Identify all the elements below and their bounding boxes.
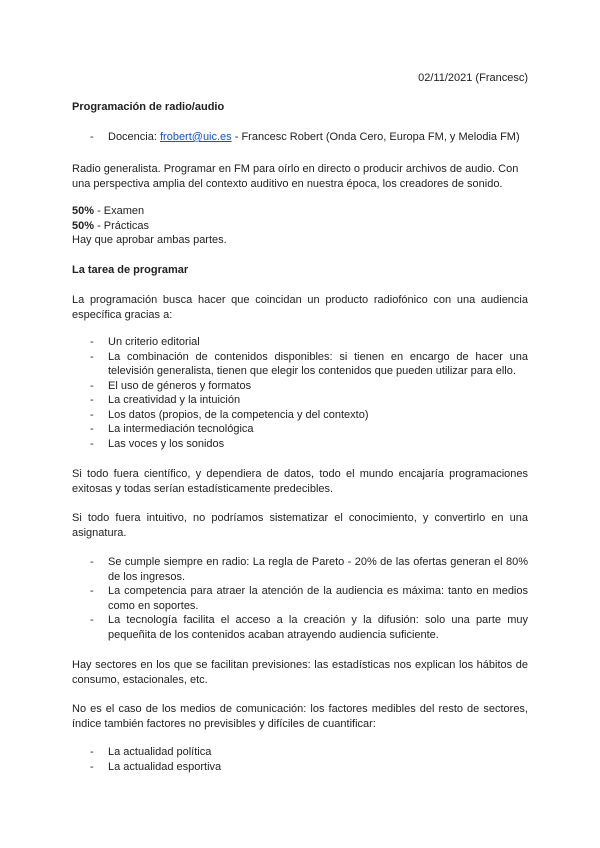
grading-exam bbox=[72, 204, 528, 219]
list-item: - La intermediación tecnológica bbox=[72, 422, 528, 437]
list-item: - La creatividad y la intuición bbox=[72, 393, 528, 408]
paragraph-intuitivo: Si todo fuera intuitivo, no podríamos sistematizar el conocimiento, y convertirlo en una asignatura. bbox=[72, 512, 528, 539]
paragraph-cientifico: Si todo fuera científico, y dependiera de datos, todo el mundo encajaría programaciones exitosas y todas serían estadísticamente predecibles. bbox=[72, 468, 528, 495]
practice-label: - Prácticas bbox=[94, 219, 150, 232]
list-item: - La tecnología facilita el acceso a la creación y la difusión: solo una parte muy pequeñita de los contenidos acaban atrayendo audiencia suficiente. bbox=[72, 613, 528, 642]
docencia-item bbox=[72, 130, 528, 145]
document-date: 02/11/2021 (Francesc) bbox=[418, 72, 528, 84]
grading-note: Hay que aprobar ambas partes. bbox=[72, 234, 227, 246]
practice-percent: 50% bbox=[72, 219, 95, 232]
docencia-rest: - Francesc Robert (Onda Cero, Europa FM, y Melodia FM) bbox=[231, 131, 520, 143]
list-item: - Las voces y los sonidos bbox=[72, 437, 528, 452]
grading-block bbox=[72, 204, 528, 248]
grading-practice bbox=[72, 219, 528, 234]
list-item: - La actualidad esportiva bbox=[72, 760, 528, 775]
paragraph-sectores: Hay sectores en los que se facilitan previsiones: las estadísticas nos explican los hábitos de consumo, estacionales, etc. bbox=[72, 659, 528, 686]
intro-paragraph: Radio generalista. Programar en FM para oírlo en directo o producir archivos de audio. Con una perspectiva amplia del contexto auditivo en nuestra época, los creadores de sonido. bbox=[72, 163, 519, 190]
list-item: - La combinación de contenidos disponibles: si tienen en encargo de hacer una televisión generalista, tienen que elegir los contenidos que pueden utilizar para ello. bbox=[72, 350, 528, 379]
list-item: - Se cumple siempre en radio: La regla de Pareto - 20% de las ofertas generan el 80% de los ingresos. bbox=[72, 555, 528, 584]
list-item: - El uso de géneros y formatos bbox=[72, 379, 528, 394]
docencia-label: Docencia: bbox=[108, 131, 160, 143]
list-item: - La actualidad política bbox=[72, 745, 528, 760]
paragraph-programacion: La programación busca hacer que coincidan un producto radiofónico con una audiencia específica gracias a: bbox=[72, 294, 528, 321]
list-actualidad bbox=[72, 745, 528, 774]
list-item: - Los datos (propios, de la competencia y del contexto) bbox=[72, 408, 528, 423]
list-item: - Un criterio editorial bbox=[72, 335, 528, 350]
docencia-block bbox=[72, 130, 528, 145]
section-title-programar: La tarea de programar bbox=[72, 264, 189, 276]
exam-percent: 50% bbox=[72, 205, 95, 217]
paragraph-medios: No es el caso de los medios de comunicación: los factores medibles del resto de sectores, índice también factores no previsibles y difíciles de cuantificar: bbox=[72, 703, 528, 730]
list-item: - La competencia para atraer la atención de la audiencia es máxima: tanto en medios como en soportes. bbox=[72, 584, 528, 613]
list-criteria bbox=[72, 335, 528, 451]
document-title: Programación de radio/audio bbox=[72, 101, 225, 113]
exam-label: - Examen bbox=[94, 205, 145, 217]
list-pareto bbox=[72, 555, 528, 642]
email-link[interactable]: frobert@uic.es bbox=[159, 131, 232, 143]
